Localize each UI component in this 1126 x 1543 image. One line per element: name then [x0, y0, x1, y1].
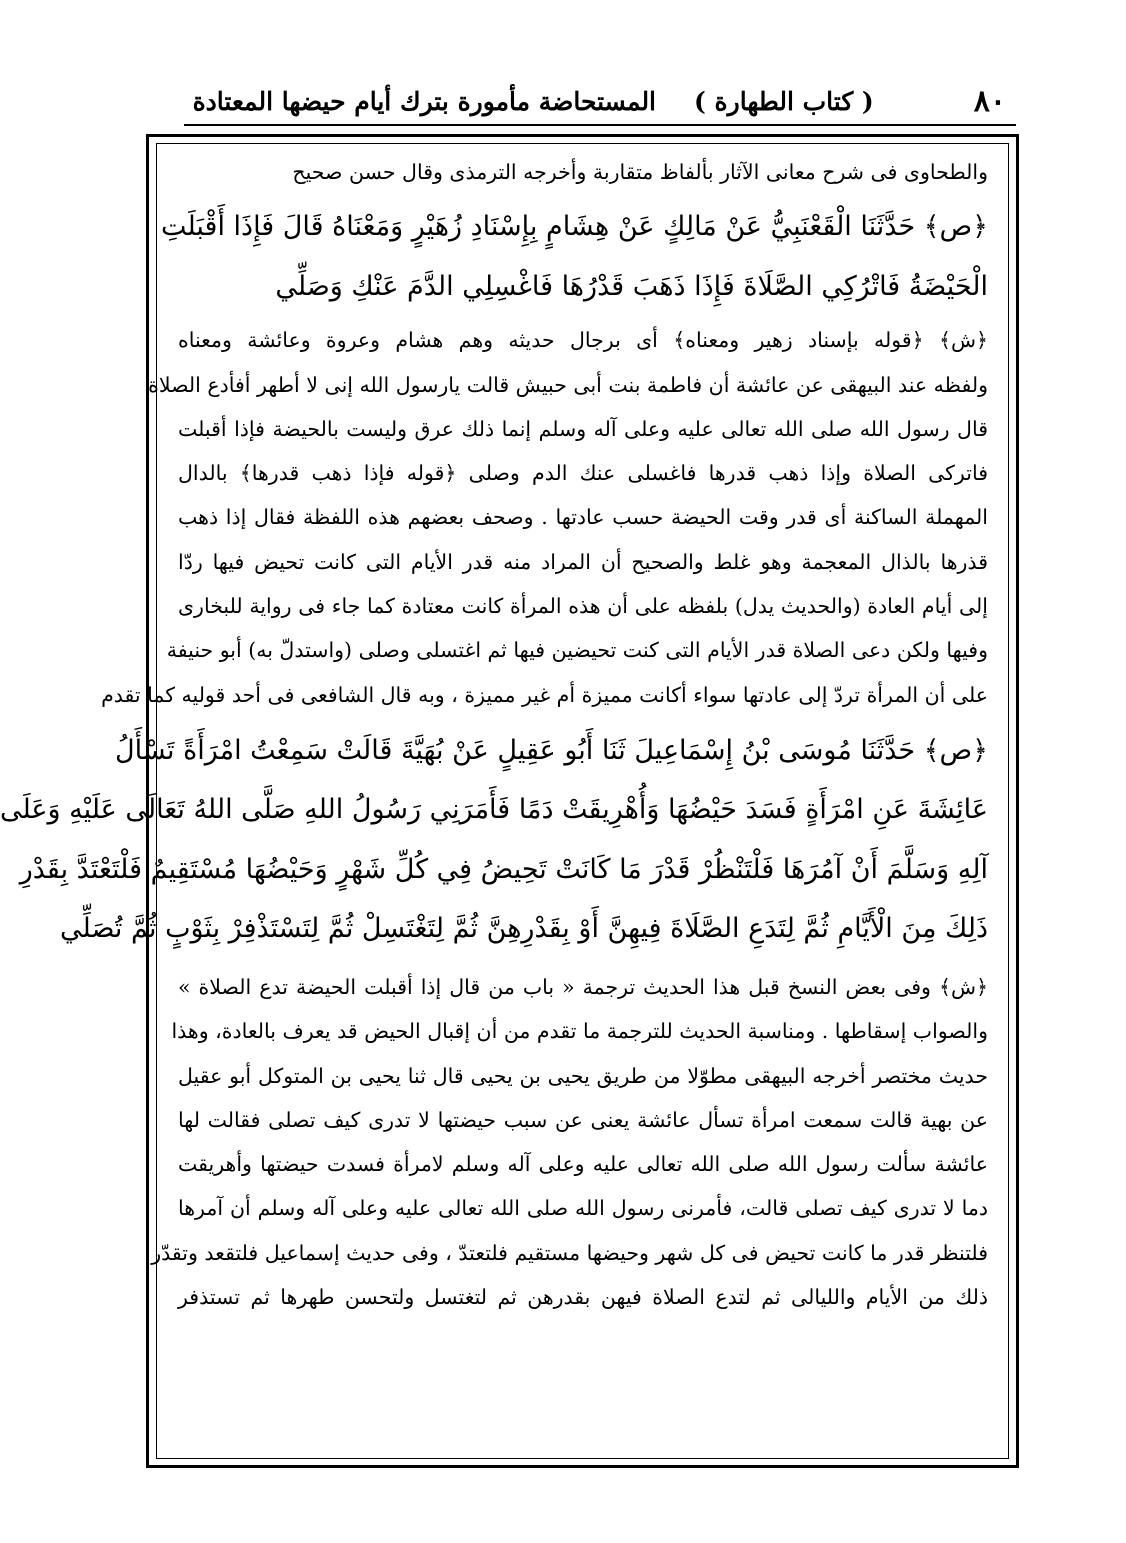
commentary-line: قذرها بالذال المعجمة وهو غلط والصحيح أن المراد منه قدر الأيام التى كانت تحيض فيها ردّا — [178, 549, 988, 574]
page-body — [0, 150, 988, 1319]
hadith-text-line: ﴿ص﴾ حَدَّثَنَا مُوسَى بْنُ إِسْمَاعِيلَ ثَنَا أَبُو عَقِيلٍ عَنْ بُهَيَّةَ قَالَتْ سَمِعْتُ امْرَأَةً تَسْأَلُ — [115, 734, 988, 766]
commentary-line: حديث مختصر أخرجه البيهقى مطوّلا من طريق يحيى بن يحيى قال ثنا يحيى بن المتوكل أبو عقيل — [178, 1063, 988, 1088]
hadith-text-line: الْحَيْضَةُ فَاتْرُكِي الصَّلَاةَ فَإِذَا ذَهَبَ قَدْرُهَا فَاغْسِلِي الدَّمَ عَنْكِ وَصَلِّي — [275, 270, 988, 302]
commentary-line: ﴿ش﴾ ﴿قوله بإسناد زهير ومعناه﴾ أى برجال حديثه وهم هشام وعروة وعائشة ومعناه — [178, 328, 988, 353]
hadith-text-line: آلِهِ وَسَلَّمَ أَنْ آمُرَهَا فَلْتَنْظُرْ قَدْرَ مَا كَانَتْ تَحِيضُ فِي كُلِّ شَهْرٍ وَحَيْضُهَا مُسْتَقِيمٌ فَلْتَعْتَدَّ بِقَدْرِ — [19, 853, 988, 885]
hadith-text-line: ذَلِكَ مِنَ الْأَيَّامِ ثُمَّ لِتَدَعِ الصَّلَاةَ فِيهِنَّ أَوْ بِقَدْرِهِنَّ ثُمَّ لِتَغْتَسِلْ ثُمَّ لِتَسْتَذْفِرْ بِثَوْبٍ ثُمَّ تُصَلِّي — [60, 913, 988, 945]
book-title: ( كتاب الطهارة ) — [694, 86, 874, 116]
commentary-line: والصواب إسقاطها . ومناسبة الحديث للترجمة ما تقدم من أن إقبال الحيض قد يعرف بالعادة، وهذا — [171, 1019, 988, 1044]
commentary-line: عائشة سألت رسول الله صلى الله تعالى عليه وعلى آله وسلم لامرأة فسدت حيضتها وأهريقت — [178, 1152, 988, 1177]
page-header — [184, 78, 1016, 126]
commentary-line: ﴿ش﴾ وفى بعض النسخ قبل هذا الحديث ترجمة « باب من قال إذا أقبلت الحيضة تدع الصلاة » — [178, 974, 988, 999]
commentary-line: وفيها ولكن دعى الصلاة قدر الأيام التى كنت تحيضين فيها ثم اغتسلى وصلى (واستدلّ به) أبو حنيفة — [166, 638, 988, 663]
commentary-line: ولفظه عند البيهقى عن عائشة أن فاطمة بنت أبى حبيش قالت يارسول الله إنى لا أطهر أفأدع الصلاة — [148, 372, 988, 397]
commentary-line: فلتنظر قدر ما كانت تحيض فى كل شهر وحيضها مستقيم فلتعتدّ ، وفى حديث إسماعيل فلتقعد وتقدّر — [151, 1240, 988, 1265]
commentary-line: ذلك من الأيام والليالى ثم لتدع الصلاة فيهن بقدرهن ثم لتغتسل ولتحسن طهرها ثم تستذفر — [178, 1285, 988, 1310]
commentary-line: دما لا تدرى كيف تصلى قالت، فأمرنى رسول الله صلى الله تعالى عليه وعلى آله وسلم أن آمرها — [178, 1196, 988, 1221]
hadith-text-line: ﴿ص﴾ حَدَّثَنَا الْقَعْنَبِيُّ عَنْ مَالِكٍ عَنْ هِشَامٍ بِإِسْنَادِ زُهَيْرٍ وَمَعْنَاهُ قَالَ فَإِذَا أَقْبَلَتِ — [160, 211, 988, 243]
page-number: ٨٠ — [973, 83, 1006, 119]
commentary-line: على أن المرأة تردّ إلى عادتها سواء أكانت مميزة أم غير مميزة ، وبه قال الشافعى فى أحد قوليه كما تقدم — [101, 682, 988, 707]
commentary-line: المهملة الساكنة أى قدر وقت الحيضة حسب عادتها . وصحف بعضهم هذه اللفظة فقال إذا ذهب — [178, 505, 988, 530]
commentary-line: إلى أيام العادة (والحديث يدل) بلفظه على أن هذه المرأة كانت معتادة كما جاء فى رواية للبخارى — [178, 594, 988, 619]
commentary-line: والطحاوى فى شرح معانى الآثار بألفاظ متقاربة وأخرجه الترمذى وقال حسن صحيح — [292, 160, 988, 184]
commentary-line: فاتركى الصلاة وإذا ذهب قدرها فاغسلى عنك الدم وصلى ﴿قوله فإذا ذهب قدرها﴾ بالدال — [178, 461, 988, 486]
commentary-line: عن بهية قالت سمعت امرأة تسأل عائشة يعنى عن سبب حيضتها لا تدرى كيف تصلى فقالت لها — [178, 1107, 988, 1132]
hadith-text-line: عَائِشَةَ عَنِ امْرَأَةٍ فَسَدَ حَيْضُهَا وَأُهْرِيقَتْ دَمًا فَأَمَرَنِي رَسُولُ اللهِ صَلَّى اللهُ تَعَالَى عَلَيْهِ وَعَلَى — [0, 794, 988, 826]
commentary-line: قال رسول الله صلى الله تعالى عليه وعلى آله وسلم إنما ذلك عرق وليست بالحيضة فإذا أقبلت — [178, 416, 988, 441]
chapter-title: المستحاضة مأمورة بترك أيام حيضها المعتادة — [192, 86, 657, 116]
